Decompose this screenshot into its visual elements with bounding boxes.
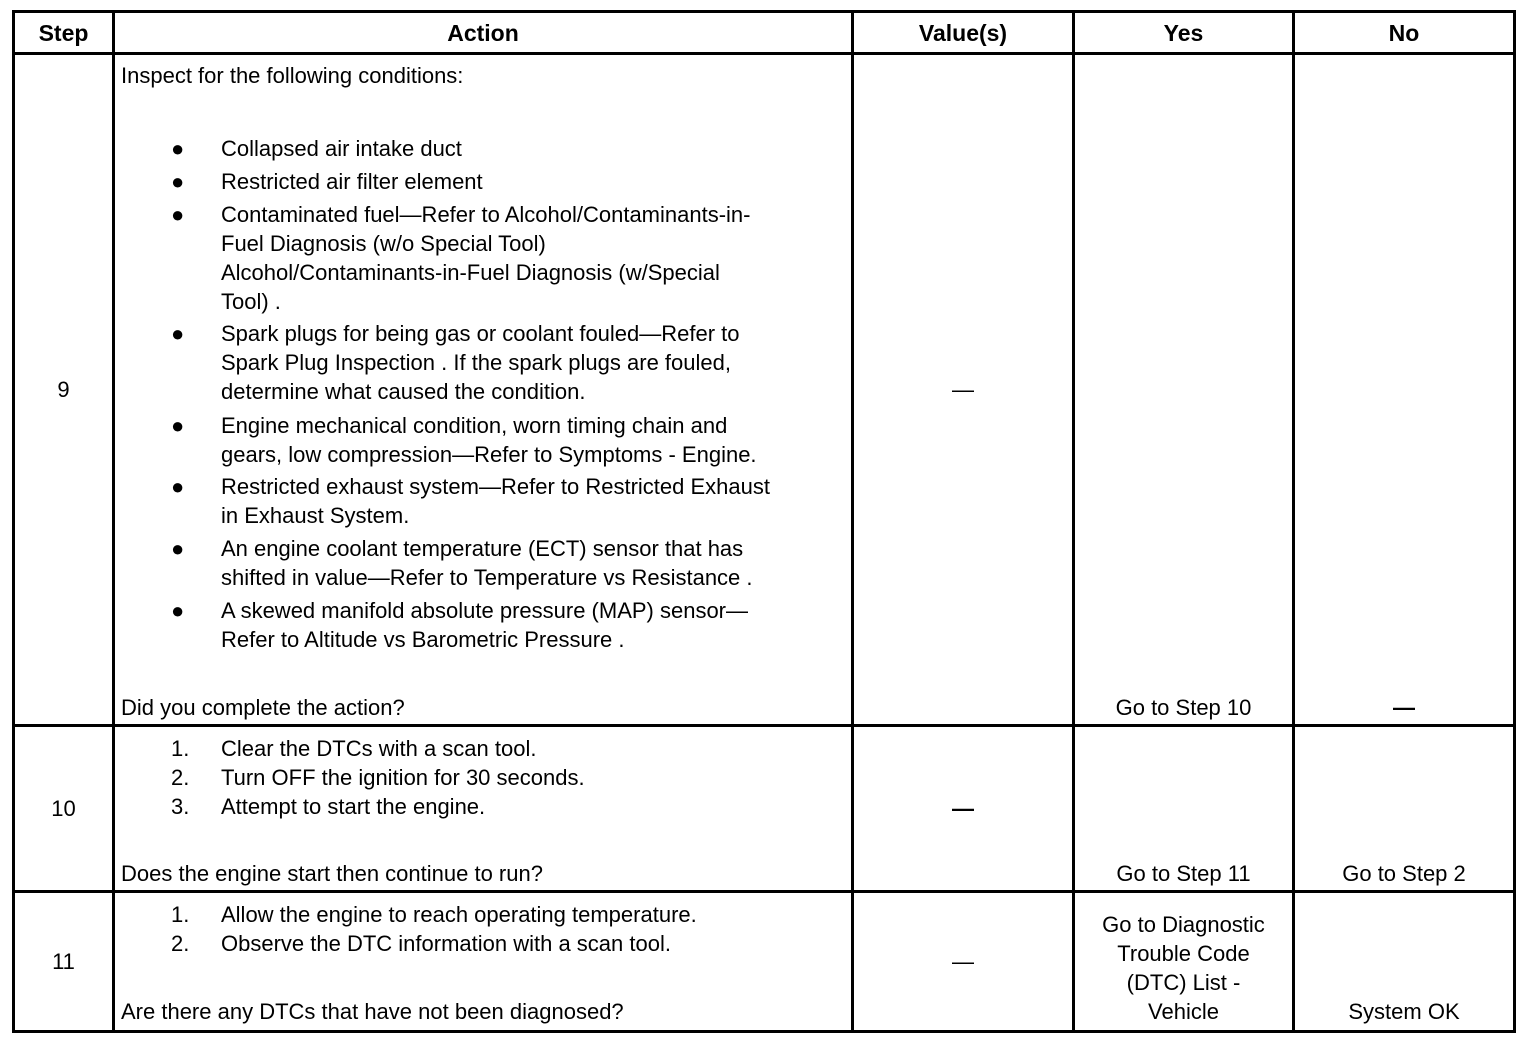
yes-cell: Go to Step 10	[1115, 695, 1252, 720]
column-divider	[112, 13, 115, 1030]
list-item-text: Attempt to start the engine.	[221, 794, 486, 819]
bullet-icon: ●	[171, 598, 185, 623]
list-item-number: 3.	[171, 794, 190, 819]
bullet-icon: ●	[171, 202, 185, 227]
list-item-text: Restricted exhaust system—Refer to Restricted Exhaust	[221, 474, 770, 499]
yes-line: Vehicle	[1148, 999, 1219, 1024]
header-action: Action	[447, 20, 519, 46]
list-item-number: 1.	[171, 736, 190, 761]
list-item-text: determine what caused the condition.	[221, 379, 586, 404]
no-cell: —	[1393, 695, 1415, 720]
list-item-text: Contaminated fuel—Refer to Alcohol/Contaminants-in-	[221, 202, 751, 227]
row-divider	[15, 890, 1513, 893]
value-cell: —	[952, 948, 974, 974]
value-cell: —	[952, 376, 974, 402]
bullet-icon: ●	[171, 169, 185, 194]
list-item-text: gears, low compression—Refer to Symptoms - Engine.	[221, 442, 757, 467]
yes-line: Go to Diagnostic	[1102, 912, 1265, 937]
header-values: Value(s)	[918, 20, 1008, 46]
list-item-text: Collapsed air intake duct	[221, 136, 462, 161]
list-item-text: Alcohol/Contaminants-in-Fuel Diagnosis (w/Special	[221, 260, 720, 285]
list-item-text: Spark Plug Inspection . If the spark plugs are fouled,	[221, 350, 731, 375]
header-yes: Yes	[1163, 20, 1204, 46]
no-cell: Go to Step 2	[1342, 861, 1466, 886]
step-number: 11	[52, 948, 75, 974]
bullet-icon: ●	[171, 413, 185, 438]
list-item-text: in Exhaust System.	[221, 503, 410, 528]
action-question: Does the engine start then continue to run?	[121, 861, 543, 886]
bullet-icon: ●	[171, 536, 185, 561]
list-item-text: Restricted air filter element	[221, 169, 483, 194]
list-item-text: Allow the engine to reach operating temperature.	[221, 902, 697, 927]
action-question: Are there any DTCs that have not been diagnosed?	[121, 999, 624, 1024]
list-item-text: A skewed manifold absolute pressure (MAP) sensor—	[221, 598, 749, 623]
list-item-text: Fuel Diagnosis (w/o Special Tool)	[221, 231, 546, 256]
yes-cell: Go to Step 11	[1116, 861, 1251, 886]
list-item-text: Refer to Altitude vs Barometric Pressure .	[221, 627, 625, 652]
diagnostic-table	[12, 10, 1516, 1033]
list-item-text: Spark plugs for being gas or coolant fouled—Refer to	[221, 321, 740, 346]
yes-line: (DTC) List -	[1126, 970, 1241, 995]
list-item-text: shifted in value—Refer to Temperature vs Resistance .	[221, 565, 753, 590]
list-item-number: 2.	[171, 765, 190, 790]
list-item-text: An engine coolant temperature (ECT) sensor that has	[221, 536, 744, 561]
yes-line: Trouble Code	[1117, 941, 1250, 966]
action-intro: Inspect for the following conditions:	[121, 63, 464, 88]
value-cell: —	[952, 795, 974, 821]
bullet-icon: ●	[171, 136, 185, 161]
bullet-icon: ●	[171, 321, 185, 346]
header-step: Step	[38, 20, 89, 46]
bullet-icon: ●	[171, 474, 185, 499]
list-item-text: Clear the DTCs with a scan tool.	[221, 736, 537, 761]
list-item-number: 2.	[171, 931, 190, 956]
list-item-text: Engine mechanical condition, worn timing chain and	[221, 413, 728, 438]
list-item-text: Tool) .	[221, 289, 281, 314]
no-cell: System OK	[1348, 999, 1460, 1024]
header-no: No	[1388, 20, 1420, 46]
step-number: 9	[57, 376, 70, 402]
row-divider	[15, 724, 1513, 727]
step-number: 10	[51, 795, 76, 821]
list-item-number: 1.	[171, 902, 190, 927]
list-item-text: Turn OFF the ignition for 30 seconds.	[221, 765, 585, 790]
action-question: Did you complete the action?	[121, 695, 405, 720]
list-item-text: Observe the DTC information with a scan tool.	[221, 931, 671, 956]
